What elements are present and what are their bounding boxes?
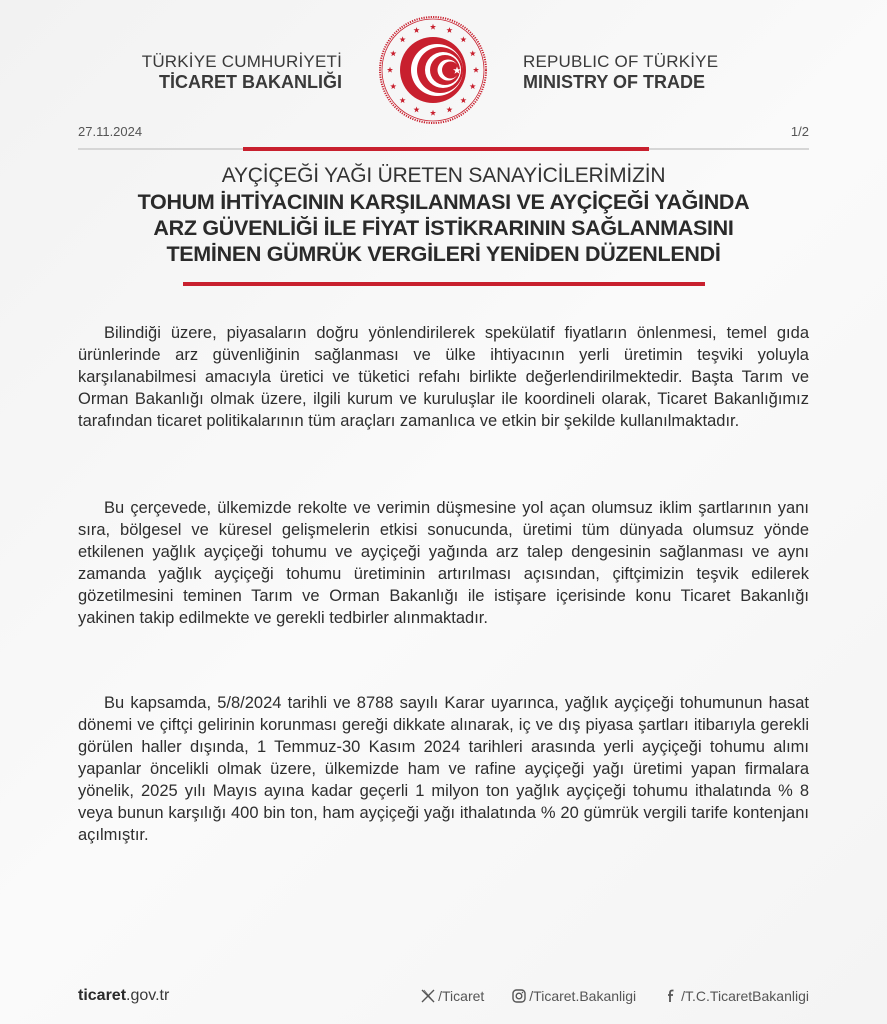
body-paragraph-2 [78, 497, 809, 629]
document-date: 27.11.2024 [78, 124, 143, 139]
emblem-star [390, 83, 396, 89]
emblem-star [387, 67, 393, 73]
letterhead [0, 14, 887, 129]
emblem-star [400, 36, 406, 42]
ministry-name-en: MINISTRY OF TRADE [523, 72, 706, 92]
emblem-star [414, 27, 420, 33]
social-link-facebook[interactable] [664, 988, 809, 1004]
x-icon [421, 989, 435, 1003]
paragraph-text: Bu kapsamda, 5/8/2024 tarihli ve 8788 sayılı Karar uyarınca, yağlık ayçiçeği tohumunun hasat dönemi ve çiftçi gelirinin korunması gereği dikkate alınarak, iç ve dış piyasa şartları itibarıyla gerekli görülen haller dışında, 1 Temmuz-30 Kasım 2024 tarihleri arasında yerli ayçiçeği tohumu alımı yapanlar öncelikli olmak üzere, ülkemizde ham ve rafine ayçiçeği yağı üretimi yapan firmalara yönelik, 2025 yılı Mayıs ayına kadar geçerli 1 milyon ton yağlık ayçiçeği tohumu ithalatında % 8 veya bunun karşılığı 400 bin ton, ham ayçiçeği yağı ithalatında % 20 gümrük vergili tarife kontenjanı açılmıştır. [78, 694, 809, 844]
facebook-icon [664, 989, 678, 1003]
title-line: ARZ GÜVENLİĞİ İLE FİYAT İSTİKRARININ SAĞLANMASINI [153, 216, 734, 240]
title-subtitle: AYÇİÇEĞİ YAĞI ÜRETEN SANAYİCİLERİMİZİN [221, 164, 666, 187]
instagram-icon [512, 989, 526, 1003]
title-underline [183, 282, 705, 286]
page-number: 1/2 [790, 124, 809, 139]
social-handle: /Ticaret.Bakanligi [529, 988, 637, 1004]
emblem-star [390, 50, 396, 56]
ministry-name-tr: TİCARET BAKANLIĞI [159, 72, 342, 92]
emblem-star [446, 107, 452, 113]
emblem-star [473, 67, 479, 73]
body-paragraph-3 [78, 692, 809, 846]
emblem-star [430, 110, 436, 116]
emblem-star [430, 24, 436, 30]
social-handle: /Ticaret [438, 988, 485, 1004]
social-handle: /T.C.TicaretBakanligi [681, 988, 809, 1004]
letterhead-turkish [142, 52, 342, 93]
title-line: TEMİNEN GÜMRÜK VERGİLERİ YENİDEN DÜZENLENDİ [166, 242, 721, 266]
social-link-instagram[interactable] [512, 988, 636, 1004]
emblem-star [460, 97, 466, 103]
emblem-star [414, 107, 420, 113]
country-name-tr: TÜRKİYE CUMHURİYETİ [141, 52, 342, 71]
title-line: TOHUM İHTİYACININ KARŞILANMASI VE AYÇİÇEĞİ YAĞINDA [137, 190, 750, 214]
footer [78, 987, 809, 1009]
website-domain-suffix: .gov.tr [126, 987, 170, 1004]
social-links [421, 988, 809, 1004]
emblem-star [470, 83, 476, 89]
paragraph-text: Bu çerçevede, ülkemizde rekolte ve verimin düşmesine yol açan olumsuz iklim şartlarının yanı sıra, bölgesel ve küresel gelişmelerin etkisi sonucunda, üretimi tüm dünyada olumsuz yönde etkilenen yağlık ayçiçeği tohumu ve ayçiçeği yağında arz talep dengesinin sağlanması ve aynı zamanda yağlık ayçiçeği tohumu üretiminin artırılması açısından, çiftçimizin teşvik edilerek gözetilmesini teminen Tarım ve Orman Bakanlığı ile istişare içerisinde konu Ticaret Bakanlığı yakinen takip edilmekte ve gerekli tedbirler alınmaktadır. [78, 499, 809, 627]
social-link-x[interactable] [421, 988, 484, 1004]
emblem-star [400, 97, 406, 103]
meta-row [78, 124, 809, 144]
emblem-star [470, 50, 476, 56]
body-paragraph-1 [78, 322, 809, 432]
emblem-star [446, 27, 452, 33]
letterhead-english [523, 52, 718, 93]
ministry-emblem-icon [377, 14, 489, 126]
paragraph-text: Bilindiği üzere, piyasaların doğru yönlendirilerek spekülatif fiyatların önlenmesi, temel gıda ürünlerinde arz güvenliğinin sağlanması ve ülke ihtiyacının yerli üretimin teşviki yoluyla karşılanabilmesi amacıyla üretici ve tüketici refahı birlikte değerlendirilmektedir. Başta Tarım ve Orman Bakanlığı olmak üzere, ilgili kurum ve kuruluşlar ile koordineli olarak, Ticaret Bakanlığımız tarafından ticaret politikalarının tüm araçları zamanlıca ve etkin bir şekilde kullanılmaktadır. [78, 324, 809, 430]
country-name-en: REPUBLIC OF TÜRKİYE [523, 52, 719, 71]
emblem-star [460, 36, 466, 42]
website-domain-bold: ticaret [78, 987, 127, 1004]
header-divider-accent [243, 147, 649, 151]
press-release-title [60, 163, 827, 267]
website-link[interactable] [78, 987, 169, 1005]
